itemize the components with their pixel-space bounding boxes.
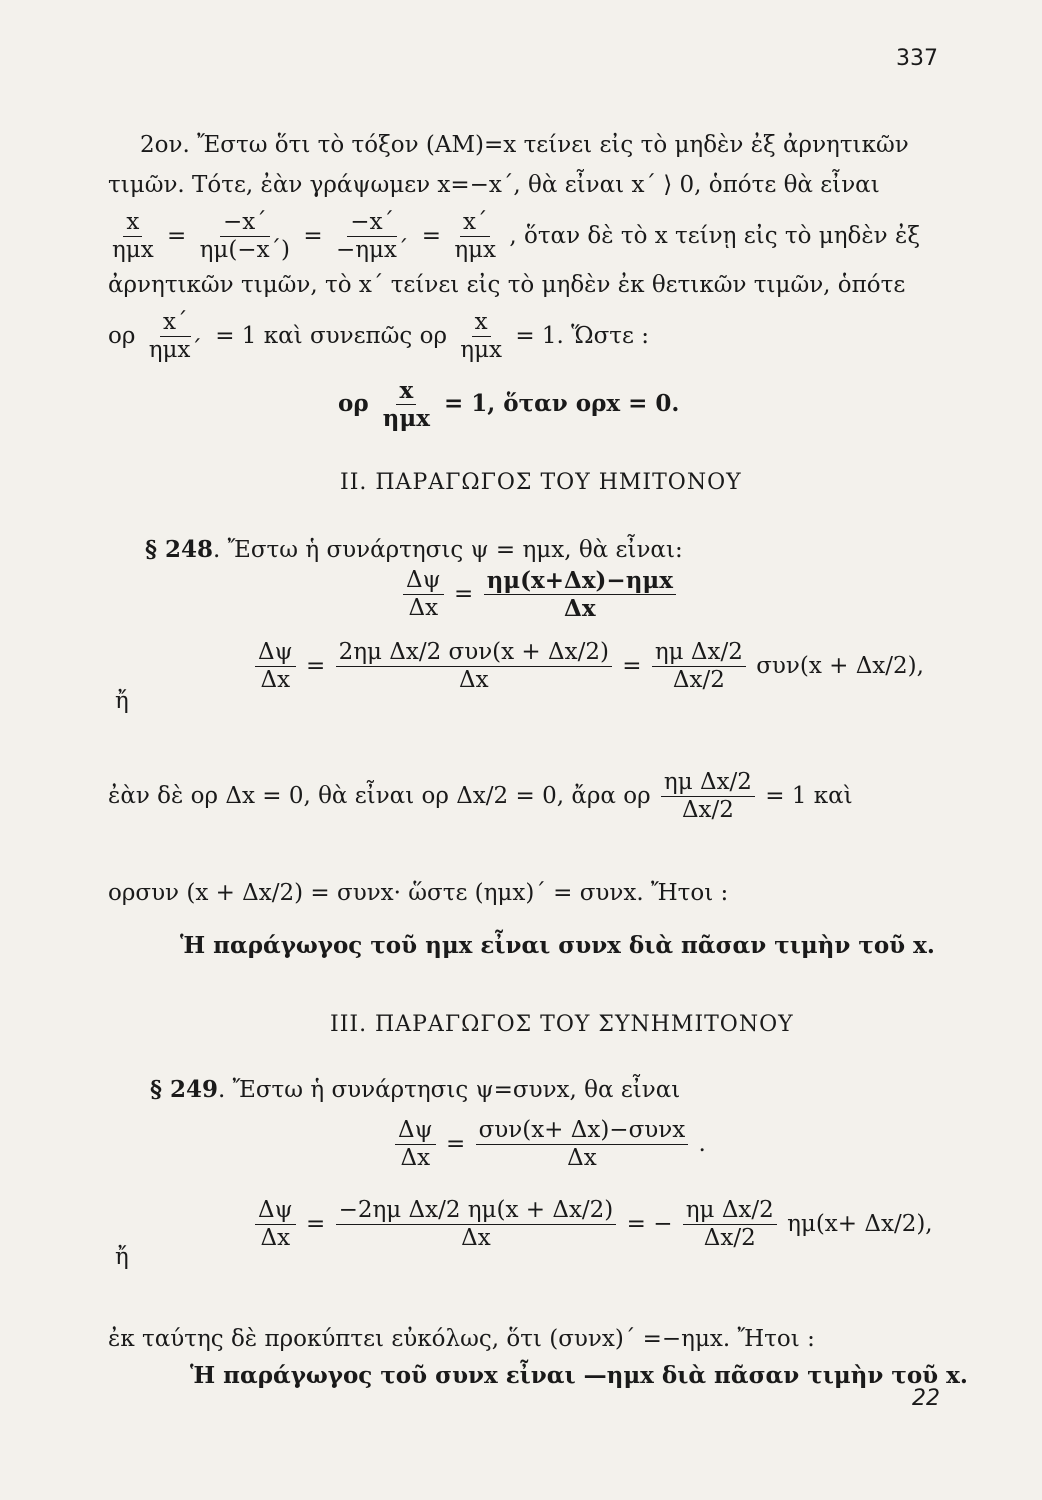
numerator: Δψ [255, 1198, 296, 1225]
paragraph-248 [145, 536, 683, 563]
numerator: Δψ [395, 1118, 436, 1145]
fraction [255, 1198, 296, 1252]
numerator: Δψ [403, 568, 444, 595]
numerator: ημ Δx/2 [652, 640, 746, 667]
fraction [395, 1118, 436, 1172]
fraction [457, 310, 505, 364]
fraction [336, 640, 612, 694]
limit-text-end: = 1 καὶ [765, 782, 853, 809]
fraction [380, 378, 433, 432]
numerator: −x΄ [347, 210, 397, 237]
case2-line1: 2ον. Ἔστω ὅτι τὸ τόξον (ΑΜ)=x τείνει εἰς τὸ μηδὲν ἐξ ἀρνητικῶν [140, 132, 909, 158]
expansion-tail: ημ(x+ Δx/2), [787, 1210, 933, 1237]
denominator: Δx/2 [681, 797, 734, 824]
numerator: ημ(x+Δx)−ημx [484, 568, 676, 595]
result-text: = 1, ὅταν ορx = 0. [443, 389, 680, 417]
equals-sign: = [305, 652, 326, 679]
denominator: Δx/2 [703, 1225, 756, 1252]
fraction [255, 640, 296, 694]
denominator: Δx [567, 1145, 597, 1172]
sine-expansion [252, 640, 924, 694]
denominator: −ημx΄ [335, 237, 409, 264]
case2-equation-row [106, 210, 920, 264]
denominator: Δx [563, 595, 596, 623]
paragraph-text: . Ἔστω ἡ συνάρτησις ψ=συνx, θα εἶναι [218, 1077, 681, 1103]
denominator: ημx΄ [148, 337, 202, 364]
fraction [333, 210, 411, 264]
equals-minus: = − [626, 1210, 673, 1237]
fraction [683, 1198, 777, 1252]
numerator: Δψ [255, 640, 296, 667]
fraction [403, 568, 444, 622]
case2-limit-row [108, 310, 649, 364]
denominator: ημx [112, 237, 154, 264]
fraction [661, 770, 755, 824]
numerator: ημ Δx/2 [661, 770, 755, 797]
denominator: Δx [400, 1145, 431, 1172]
fraction [476, 1118, 689, 1172]
numerator: x΄ [460, 210, 490, 237]
footer-number: 22 [912, 1386, 940, 1411]
cosine-derivative-conclusion: Ἡ παράγωγος τοῦ συνx εἶναι —ημx διὰ πᾶσαν τιμὴν τοῦ x. [190, 1362, 968, 1389]
denominator: ημx [460, 337, 502, 364]
orsyn-line: ορσυν (x + Δx/2) = συνx· ὥστε (ημx)΄ = συνx. Ἤτοι : [108, 880, 729, 906]
fraction [109, 210, 157, 264]
limit-text: ἐὰν δὲ ορ Δx = 0, θὰ εἶναι ορ Δx/2 = 0, ἄρα ορ [108, 782, 651, 809]
denominator: Δx [260, 667, 291, 694]
numerator: x [472, 310, 491, 337]
cosine-expansion [252, 1198, 933, 1252]
numerator: x΄ [160, 310, 190, 337]
sine-derivative-conclusion: Ἡ παράγωγος τοῦ ημx εἶναι συνx διὰ πᾶσαν τιμὴν τοῦ x. [180, 932, 935, 959]
case2-result [338, 378, 679, 432]
numerator: x [123, 210, 142, 237]
paragraph-number: § 248 [145, 536, 214, 563]
limit-text: = 1 καὶ συνεπῶς ορ [215, 322, 447, 349]
denominator: Δx [458, 667, 489, 694]
fraction [336, 1198, 617, 1252]
fraction [484, 568, 676, 622]
page-number: 337 [896, 46, 938, 71]
numerator: −2ημ Δx/2 ημ(x + Δx/2) [336, 1198, 617, 1225]
numerator: συν(x+ Δx)−συνx [476, 1118, 689, 1145]
numerator: −x΄ [220, 210, 270, 237]
fraction [451, 210, 499, 264]
limit-label: ορ [108, 322, 136, 349]
equals-sign: = [303, 222, 323, 249]
paragraph-249 [150, 1076, 680, 1103]
paragraph-number: § 249 [150, 1076, 219, 1103]
denominator: Δx [260, 1225, 291, 1252]
equals-sign: = [622, 652, 642, 679]
fraction [652, 640, 746, 694]
eta-symbol: ἤ [115, 1244, 129, 1270]
equals-sign: = [445, 1130, 466, 1157]
eta-symbol: ἤ [115, 688, 129, 714]
section-heading-sine: ΙΙ. ΠΑΡΑΓΩΓΟΣ ΤΟΥ ΗΜΙΤΟΝΟΥ [340, 470, 742, 495]
equation-tail: , ὅταν δὲ τὸ x τείνῃ εἰς τὸ μηδὲν ἐξ [509, 222, 920, 249]
denominator: Δx/2 [672, 667, 725, 694]
equals-sign: = [167, 222, 187, 249]
denominator: Δx [461, 1225, 491, 1252]
sine-difference-quotient [400, 568, 679, 622]
case2-line2: τιμῶν. Τότε, ἐὰν γράψωμεν x=−x΄, θὰ εἶναι x΄ ⟩ 0, ὁπότε θὰ εἶναι [108, 172, 880, 198]
denominator: ημx [382, 405, 430, 433]
cosine-difference-quotient [392, 1118, 706, 1172]
limit-label: ορ [338, 389, 369, 417]
numerator: ημ Δx/2 [683, 1198, 777, 1225]
case2-line4: ἀρνητικῶν τιμῶν, τὸ x΄ τείνει εἰς τὸ μηδὲν ἐκ θετικῶν τιμῶν, ὁπότε [108, 272, 906, 298]
fraction [197, 210, 293, 264]
cosine-final-line: ἐκ ταύτης δὲ προκύπτει εὐκόλως, ὅτι (συνx)΄ =−ημx. Ἤτοι : [108, 1326, 815, 1352]
expansion-tail: συν(x + Δx/2), [756, 652, 924, 679]
fraction [146, 310, 205, 364]
paragraph-text: . Ἔστω ἡ συνάρτησις ψ = ημx, θὰ εἶναι: [213, 537, 683, 563]
denominator: ημ(−x΄) [199, 237, 291, 264]
denominator: ημx [454, 237, 497, 264]
sine-limit-row [108, 770, 853, 824]
denominator: Δx [408, 595, 439, 622]
equals-sign: = [421, 222, 442, 249]
numerator: 2ημ Δx/2 συν(x + Δx/2) [336, 640, 612, 667]
section-heading-cosine: ΙΙΙ. ΠΑΡΑΓΩΓΟΣ ΤΟΥ ΣΥΝΗΜΙΤΟΝΟΥ [330, 1012, 794, 1037]
equals-sign: = [453, 580, 474, 607]
numerator: x [396, 378, 416, 405]
equals-sign: = [305, 1210, 326, 1237]
limit-text-end: = 1. Ὥστε : [515, 322, 649, 349]
period: . [698, 1130, 706, 1157]
